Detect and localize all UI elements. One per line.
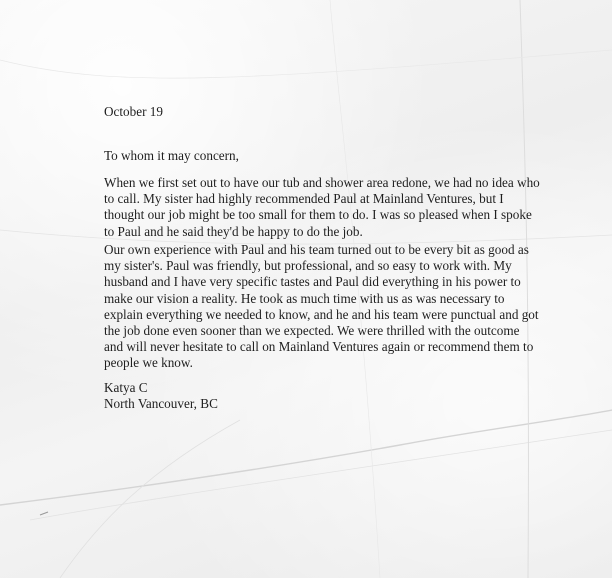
- paragraph-2-line: and will never hesitate to call on Mainland Ventures again or recommend them to: [104, 339, 534, 355]
- paragraph-2-line: the job done even sooner than we expected. We were thrilled with the outcome: [104, 323, 520, 339]
- signature-location: North Vancouver, BC: [104, 396, 218, 412]
- letter-body: [104, 104, 540, 412]
- paragraph-2-line: explain everything we needed to know, and he and his team were punctual and got: [104, 306, 539, 322]
- paragraph-2-line: people we know.: [104, 355, 193, 371]
- paragraph-1-line: to call. My sister had highly recommended Paul at Mainland Ventures, but I: [104, 191, 504, 207]
- signature-name: Katya C: [104, 380, 148, 395]
- paragraph-2: [104, 242, 539, 372]
- paragraph-1-line: to Paul and he said they'd be happy to do the job.: [104, 223, 363, 239]
- letter-date: October 19: [104, 104, 163, 119]
- letter-salutation: To whom it may concern,: [104, 148, 239, 163]
- signature-block: [104, 380, 218, 412]
- paragraph-1-line: When we first set out to have our tub and shower area redone, we had no idea who: [104, 175, 540, 190]
- paragraph-1: [104, 175, 540, 240]
- paragraph-2-line: husband and I have very specific tastes and Paul did everything in his power to: [104, 274, 521, 290]
- paragraph-2-line: make our vision a reality. He took as much time with us as was necessary to: [104, 290, 505, 306]
- paragraph-2-line: Our own experience with Paul and his team turned out to be every bit as good as: [104, 242, 529, 257]
- paragraph-2-line: my sister's. Paul was friendly, but professional, and so easy to work with. My: [104, 258, 512, 274]
- paragraph-1-line: thought our job might be too small for them to do. I was so pleased when I spoke: [104, 207, 532, 223]
